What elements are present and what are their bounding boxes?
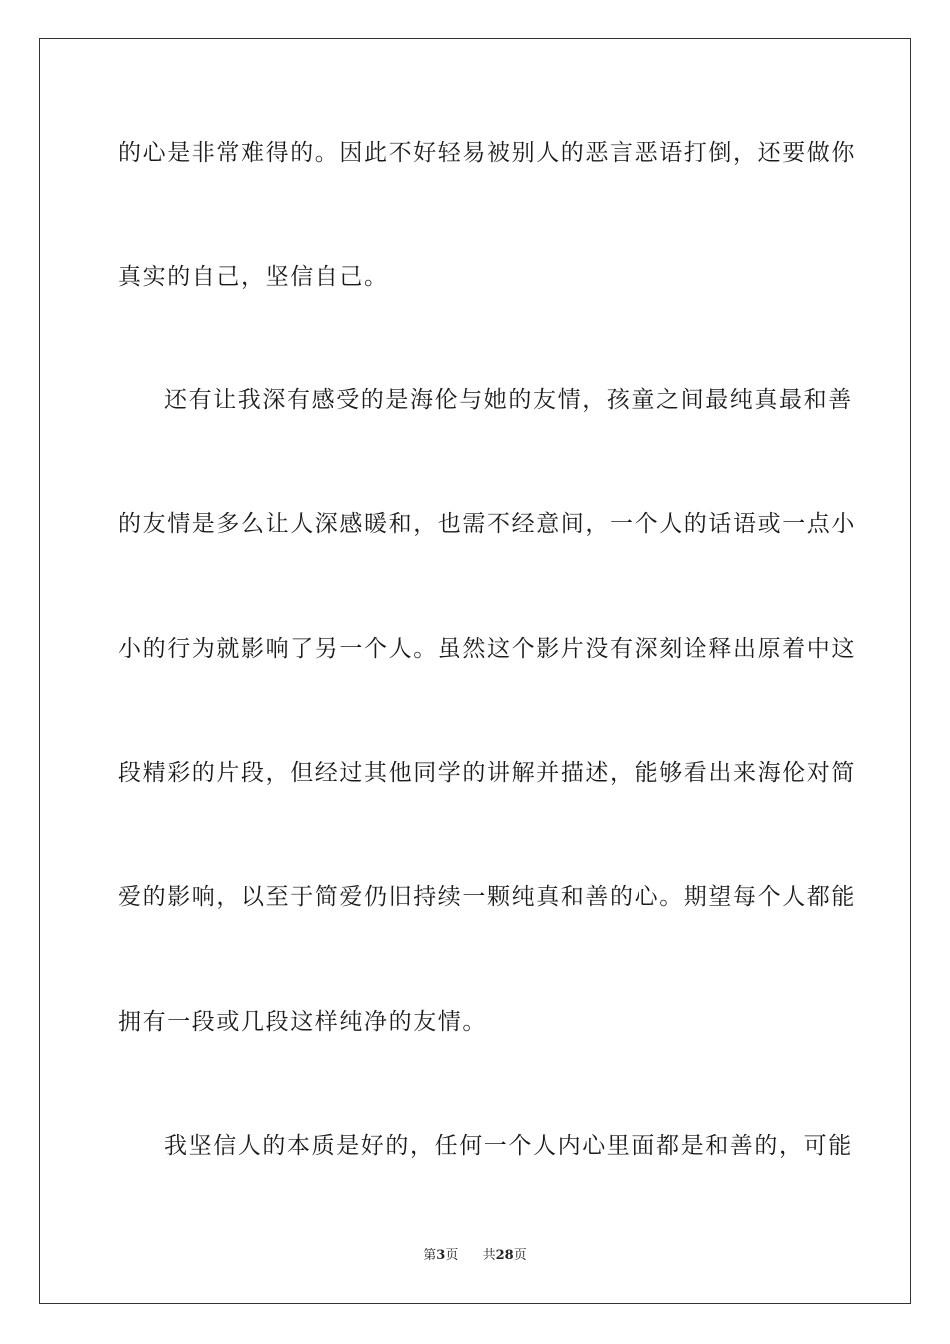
body-line-6: 段精彩的片段，但经过其他同学的讲解并描述，能够看出来海伦对简 — [118, 760, 856, 786]
body-line-9: 我坚信人的本质是好的，任何一个人内心里面都是和善的，可能 — [164, 1133, 853, 1159]
total-pages-number: 28 — [495, 1248, 514, 1263]
body-line-7: 爱的影响，以至于简爱仍旧持续一颗纯真和善的心。期望每个人都能 — [118, 884, 856, 910]
body-line-4: 的友情是多么让人深感暖和，也需不经意间，一个人的话语或一点小 — [118, 511, 856, 537]
total-pages-label: 共28页 — [482, 1248, 527, 1263]
page-border — [39, 38, 911, 1304]
page-footer — [0, 1247, 950, 1265]
body-line-1: 的心是非常难得的。因此不好轻易被别人的恶言恶语打倒，还要做你 — [118, 140, 856, 166]
body-line-8: 拥有一段或几段这样纯净的友情。 — [118, 1009, 487, 1035]
body-line-2: 真实的自己，坚信自己。 — [118, 264, 389, 290]
page-number-label: 第3页 — [423, 1248, 459, 1263]
body-line-3: 还有让我深有感受的是海伦与她的友情，孩童之间最纯真最和善 — [164, 387, 853, 413]
current-page-number: 3 — [436, 1248, 446, 1263]
body-line-5: 小的行为就影响了另一个人。虽然这个影片没有深刻诠释出原着中这 — [118, 636, 856, 662]
